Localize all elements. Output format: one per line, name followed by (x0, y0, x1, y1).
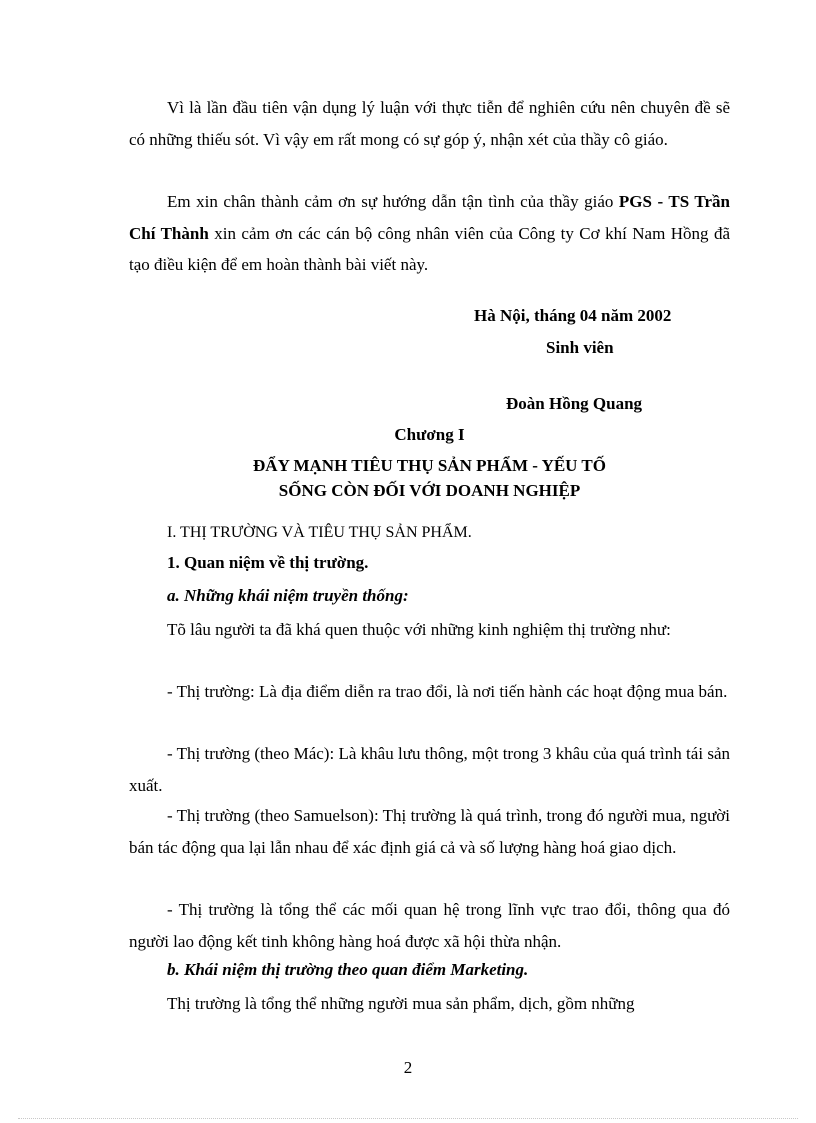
paragraph-last: Thị trường là tổng thể những người mua sản phẩm, dịch, gồm những (167, 994, 635, 1013)
chapter-title-line-2: SỐNG CÒN ĐỐI VỚI DOANH NGHIỆP (278, 481, 581, 500)
signature-name: Đoàn Hồng Quang (506, 394, 643, 413)
intro-p2-before: Em xin chân thành cảm ơn sự hướng dẫn tận tình của thầy giáo (167, 192, 619, 211)
signature-role: Sinh viên (546, 338, 614, 357)
subsection-1b-heading: b. Khái niệm thị trường theo quan điểm Marketing. (167, 960, 529, 979)
bullet-4: - Thị trường là tổng thể các mối quan hệ trong lĩnh vực trao đổi, thông qua đó người lao động kết tinh không hàng hoá được xã hội thừa nhận. (129, 900, 730, 951)
subsection-1-heading: 1. Quan niệm về thị trường. (167, 553, 369, 572)
intro-paragraph-1: Vì là lần đầu tiên vận dụng lý luận với thực tiễn để nghiên cứu nên chuyên đề sẽ có những thiếu sót. Vì vậy em rất mong có sự góp ý, nhận xét của thầy cô giáo. (129, 98, 730, 149)
chapter-title-line-1: ĐẨY MẠNH TIÊU THỤ SẢN PHẨM - YẾU TỐ (253, 456, 606, 475)
intro-p2-after: xin cảm ơn các cán bộ công nhân viên của Công ty Cơ khí Nam Hồng đã tạo điều kiện để em hoàn thành bài viết này. (129, 223, 730, 274)
page-number: 2 (403, 1058, 413, 1077)
intro-paragraph-2 (129, 186, 730, 281)
advisor-name: PGS - TS Trần Chí Thành (129, 192, 730, 243)
subsection-1a-heading: a. Những khái niệm truyền thống: (167, 586, 409, 605)
bullet-3: - Thị trường (theo Samuelson): Thị trường là quá trình, trong đó người mua, người bán tác động qua lại lẫn nhau để xác định giá cả và số lượng hàng hoá giao dịch. (129, 806, 730, 857)
signature-place-date: Hà Nội, tháng 04 năm 2002 (474, 306, 672, 325)
bullet-2: - Thị trường (theo Mác): Là khâu lưu thông, một trong 3 khâu của quá trình tái sản xuất. (129, 744, 730, 795)
page-bottom-rule (18, 1118, 798, 1119)
section-heading: I. THỊ TRƯỜNG VÀ TIÊU THỤ SẢN PHẨM. (167, 524, 472, 541)
chapter-label: Chương I (394, 425, 465, 444)
paragraph-intro: Tõ lâu người ta đã khá quen thuộc với những kinh nghiệm thị trường như: (167, 620, 671, 639)
bullet-1: - Thị trường: Là địa điểm diễn ra trao đổi, là nơi tiến hành các hoạt động mua bán. (167, 682, 728, 701)
